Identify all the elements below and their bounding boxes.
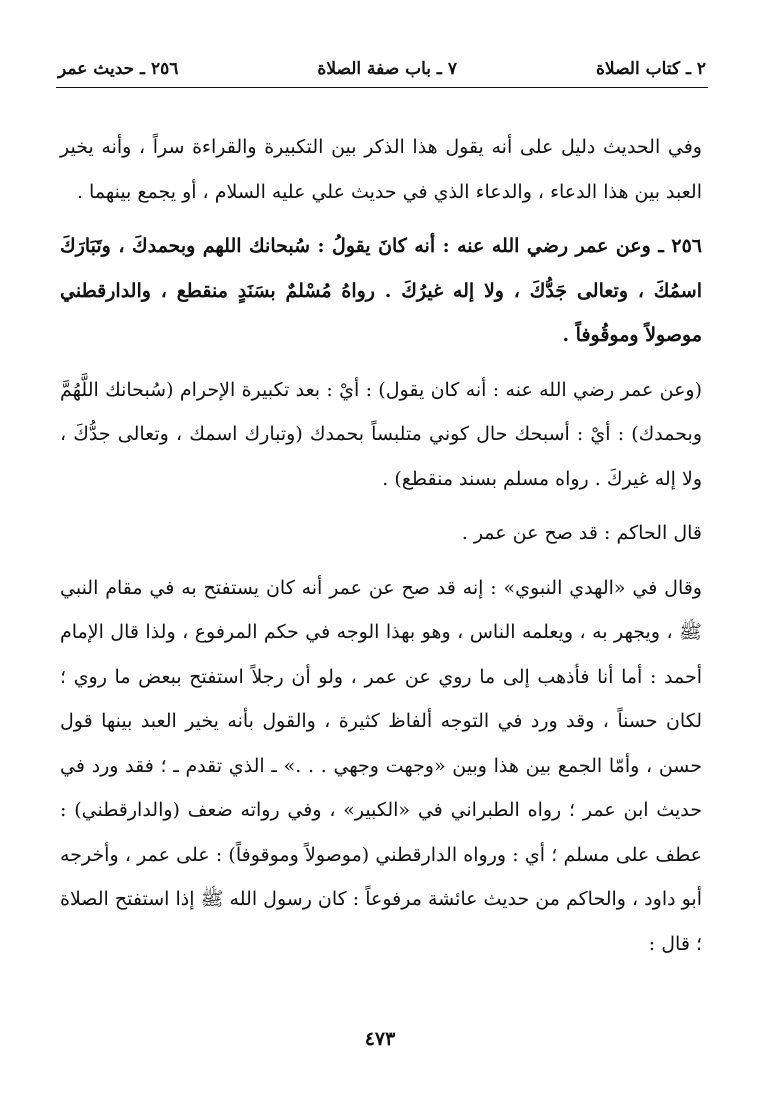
header-chapter: ٢ ـ كتاب الصلاة bbox=[596, 59, 706, 79]
page-body bbox=[60, 125, 702, 966]
header-divider bbox=[56, 87, 708, 88]
running-header bbox=[58, 56, 706, 82]
page-number: ٤٧٣ bbox=[364, 1028, 396, 1050]
header-hadith: ٢٥٦ ـ حديث عمر bbox=[58, 59, 179, 79]
paragraph-hady-nabawi: وقال في «الهدي النبوي» : إنه قد صح عن عمر أنه كان يستفتح به في مقام النبي ﷺ ، ويجهر به ، ويعلمه الناس ، وهو بهذا الوجه في حكم المرفوع ، ولذا قال الإمام أحمد : أما أنا فأذهب إلى ما روي عن عمر ، ولو أن رجلاً استفتح ببعض ما روي ؛ لكان حسناً ، وقد ورد في التوجه ألفاظ كثيرة ، والقول بأنه يخير العبد بينها قول حسن ، وأمّا الجمع بين هذا وبين «وجهت وجهي . . .» ـ الذي تقدم ـ ؛ فقد ورد في حديث ابن عمر ؛ رواه الطبراني في «الكبير» ، وفي رواته ضعف (والدارقطني) : عطف على مسلم ؛ أي : ورواه الدارقطني (موصولاً وموقوفاً) : على عمر ، وأخرجه أبو داود ، والحاكم من حديث عائشة مرفوعاً : كان رسول الله ﷺ إذا استفتح الصلاة ؛ قال : bbox=[60, 576, 702, 955]
paragraph-hadith-256: ٢٥٦ ـ وعن عمر رضي الله عنه : أنه كانَ يقولُ : سُبحانك اللهم وبحمدكَ ، وتَبَارَكَ اسمُكَ ، وتعالى جَدُّكَ ، ولا إله غيرُكَ . رواهُ مُسْلمٌ بسَنَدٍ منقطع ، والدارقطني موصولاً وموقُوفاً . bbox=[60, 235, 702, 346]
paragraph-commentary-intro: وفي الحديث دليل على أنه يقول هذا الذكر بين التكبيرة والقراءة سراً ، وأنه يخير العبد بين هذا الدعاء ، والدعاء الذي في حديث علي عليه السلام ، أو يجمع بينهما . bbox=[60, 136, 702, 203]
paragraph-hakim: قال الحاكم : قد صح عن عمر . bbox=[461, 522, 702, 544]
paragraph-explanation: (وعن عمر رضي الله عنه : أنه كان يقول) : أيْ : بعد تكبيرة الإحرام (سُبحانك اللَّهُمَّ وبحمدك) : أيْ : أسبحك حال كوني متلبساً بحمدك (وتبارك اسمك ، وتعالى جدُّكَ ، ولا إله غيركَ . رواه مسلم بسند منقطع) . bbox=[60, 378, 702, 490]
header-section: ٧ ـ باب صفة الصلاة bbox=[317, 59, 457, 79]
